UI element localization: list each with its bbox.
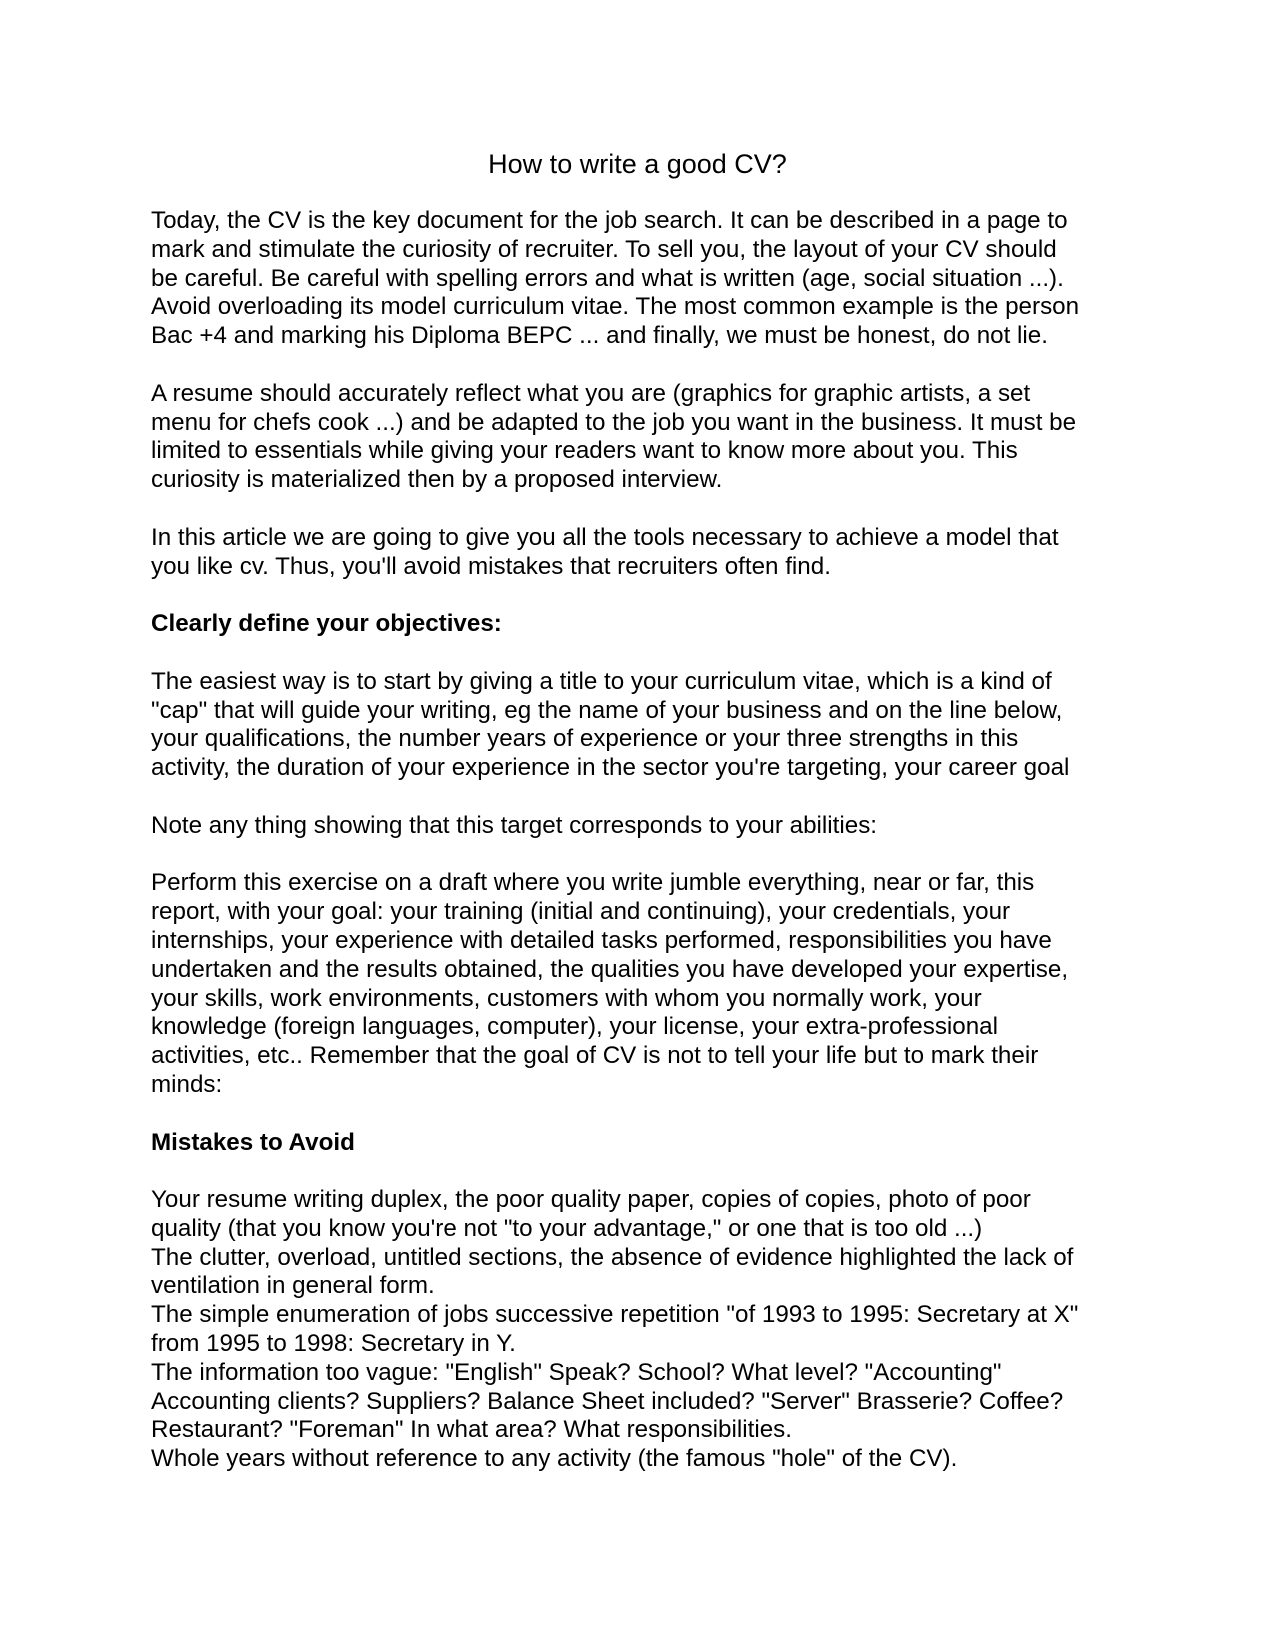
text-line: your qualifications, the number years of experience or your three strengths in this [151,725,1019,753]
body-paragraph [151,524,1151,582]
document-title: How to write a good CV? [488,149,787,179]
text-line: Avoid overloading its model curriculum vitae. The most common example is the person [151,293,1080,321]
text-line: Mistakes to Avoid [151,1128,355,1156]
body-paragraph [151,812,1151,841]
text-line: The simple enumeration of jobs successive repetition "of 1993 to 1995: Secretary at X" [151,1301,1079,1329]
text-line: Today, the CV is the key document for the job search. It can be described in a page to [151,207,1068,234]
text-line: The information too vague: "English" Speak? School? What level? "Accounting" [151,1358,1002,1386]
text-line: Your resume writing duplex, the poor quality paper, copies of copies, photo of poor [151,1186,1031,1214]
text-line: Clearly define your objectives: [151,610,502,638]
body-paragraph [151,207,1151,351]
text-line: "cap" that will guide your writing, eg the name of your business and on the line below, [151,696,1063,724]
text-line: knowledge (foreign languages, computer), your license, your extra-professional [151,1013,999,1041]
body-paragraph [151,668,1151,783]
text-line: limited to essentials while giving your readers want to know more about you. This [151,437,1018,465]
text-line: The easiest way is to start by giving a title to your curriculum vitae, which is a kind of [151,667,1052,695]
text-line: Accounting clients? Suppliers? Balance Sheet included? "Server" Brasserie? Coffee? [151,1387,1064,1415]
text-line: quality (that you know you're not "to your advantage," or one that is too old ...) [151,1214,983,1242]
text-line: In this article we are going to give you all the tools necessary to achieve a model that [151,523,1059,551]
text-line: ventilation in general form. [151,1272,435,1300]
text-line: from 1995 to 1998: Secretary in Y. [151,1330,516,1358]
text-line: activities, etc.. Remember that the goal of CV is not to tell your life but to mark their [151,1042,1039,1070]
text-line: minds: [151,1070,223,1098]
text-line: Perform this exercise on a draft where you write jumble everything, near or far, this [151,869,1035,897]
text-line: Note any thing showing that this target corresponds to your abilities: [151,811,878,839]
text-line: you like cv. Thus, you'll avoid mistakes that recruiters often find. [151,552,831,580]
text-line: menu for chefs cook ...) and be adapted to the job you want in the business. It must be [151,408,1077,436]
text-line: Bac +4 and marking his Diploma BEPC ... and finally, we must be honest, do not lie. [151,322,1048,350]
text-line: internships, your experience with detailed tasks performed, responsibilities you have [151,926,1052,954]
document-body [151,207,1151,1503]
text-line: A resume should accurately reflect what you are (graphics for graphic artists, a set [151,379,1031,407]
text-line: curiosity is materialized then by a proposed interview. [151,466,723,494]
body-paragraph [151,1186,1151,1474]
text-line: Restaurant? "Foreman" In what area? What responsibilities. [151,1416,792,1444]
body-paragraph [151,869,1151,1099]
section-heading [151,1129,1151,1158]
text-line: Whole years without reference to any activity (the famous "hole" of the CV). [151,1445,958,1473]
section-heading [151,610,1151,639]
text-line: activity, the duration of your experience in the sector you're targeting, your career goal [151,754,1070,782]
text-line: your skills, work environments, customers with whom you normally work, your [151,984,982,1012]
text-line: mark and stimulate the curiosity of recruiter. To sell you, the layout of your CV should [151,235,1057,263]
text-line: be careful. Be careful with spelling errors and what is written (age, social situation ...). [151,264,1064,292]
text-line: undertaken and the results obtained, the qualities you have developed your expertise, [151,955,1069,983]
text-line: The clutter, overload, untitled sections, the absence of evidence highlighted the lack of [151,1243,1074,1271]
text-line: report, with your goal: your training (initial and continuing), your credentials, your [151,898,1011,926]
body-paragraph [151,380,1151,495]
